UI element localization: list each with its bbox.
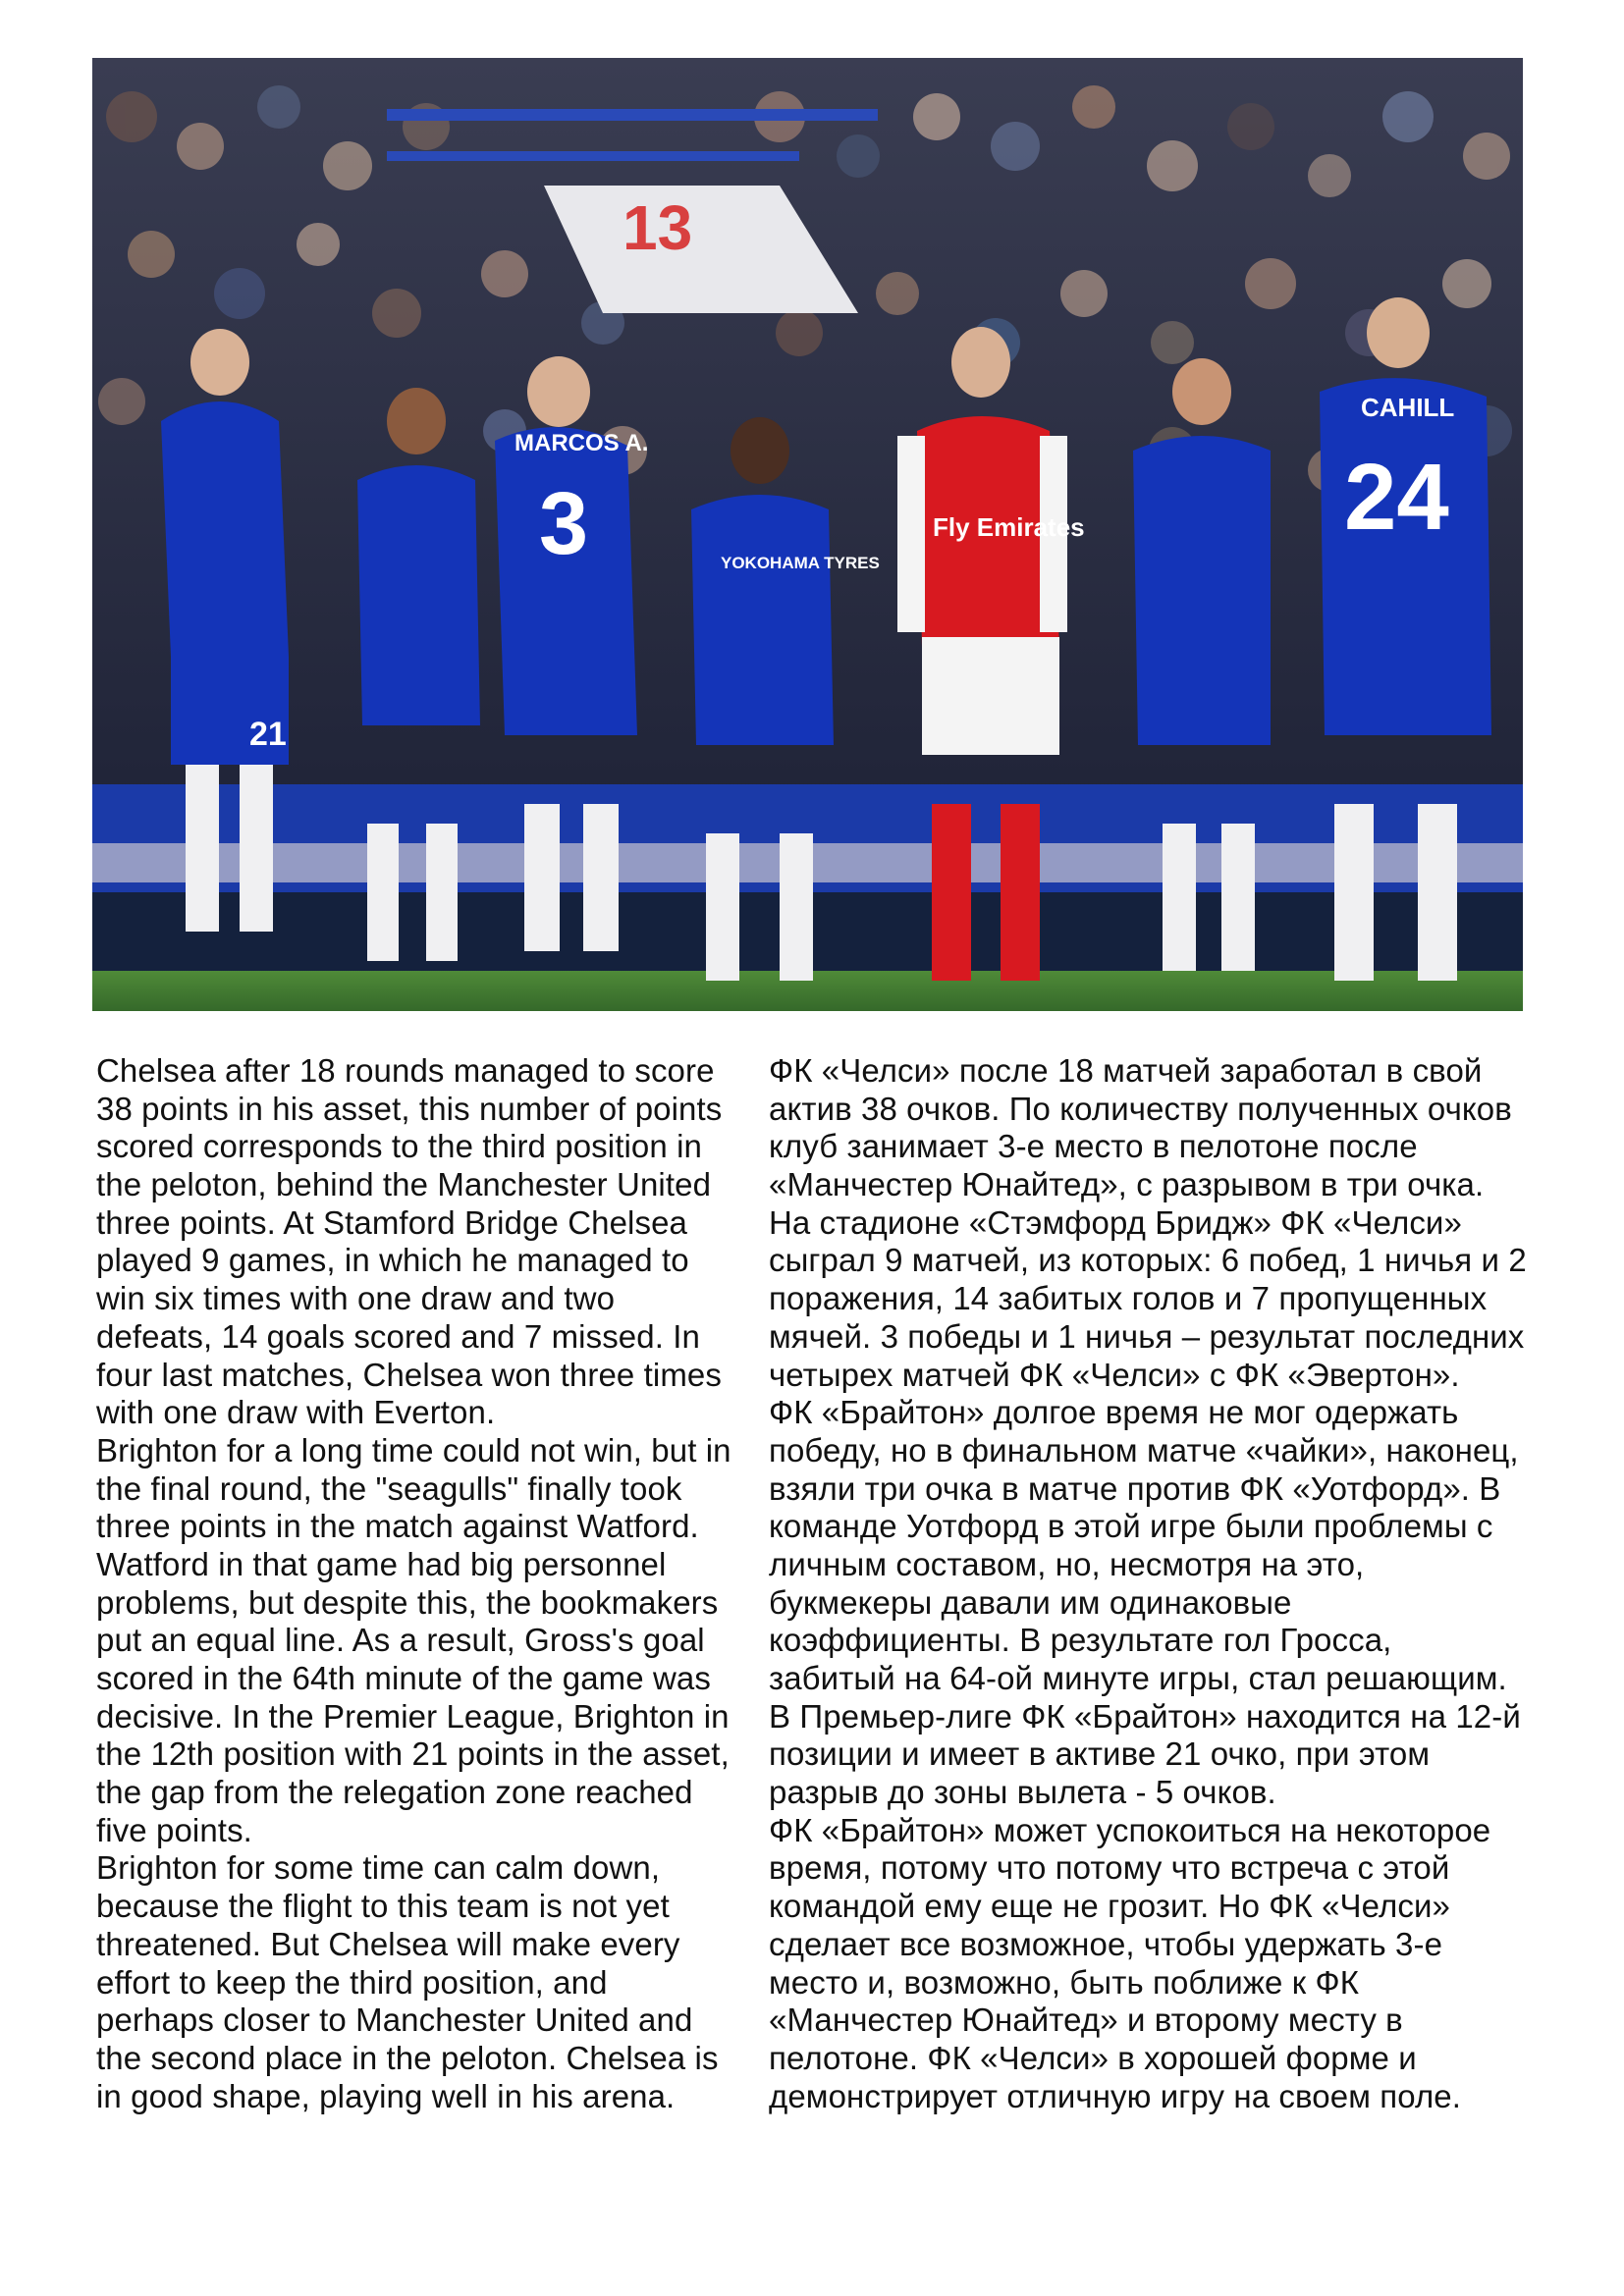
text-line: three points. At Stamford Bridge Chelsea xyxy=(96,1203,687,1241)
text-line: win six times with one draw and two xyxy=(96,1280,616,1317)
text-line: позиции и имеет в активе 21 очко, при этом xyxy=(769,1735,1431,1773)
sponsor-yokohama: YOKOHAMA TYRES xyxy=(721,554,880,572)
text-line: демонстрирует отличную игру на своем поле. xyxy=(769,2077,1462,2114)
text-line: сыграл 9 матчей, из которых: 6 побед, 1 ничья и 2 xyxy=(769,1242,1527,1279)
text-line: in good shape, playing well in his arena. xyxy=(96,2077,676,2114)
match-photo xyxy=(92,58,1523,1011)
text-line: put an equal line. As a result, Gross's goal xyxy=(96,1622,705,1659)
text-line: four last matches, Chelsea won three times xyxy=(96,1356,722,1393)
text-line: командой ему еще не грозит. Но ФК «Челси» xyxy=(769,1888,1450,1925)
stand-railing-lower xyxy=(387,151,799,161)
text-line: 38 points in his asset, this number of points xyxy=(96,1090,723,1127)
text-line: perhaps closer to Manchester United and xyxy=(96,2002,693,2039)
text-line: threatened. But Chelsea will make every xyxy=(96,1925,680,1962)
article-english xyxy=(96,1052,744,2115)
text-line: decisive. In the Premier League, Brighton in xyxy=(96,1697,730,1735)
text-line: played 9 games, in which he managed to xyxy=(96,1242,689,1279)
shirt-number-marcos: 3 xyxy=(539,475,589,573)
text-line: клуб занимает 3-е место в пелотоне после xyxy=(769,1128,1418,1165)
football-celebration-illustration xyxy=(92,58,1523,1011)
text-line: with one draw with Everton. xyxy=(96,1394,496,1431)
text-line: scored corresponds to the third position in xyxy=(96,1128,702,1165)
text-line: актив 38 очков. По количеству полученных очков xyxy=(769,1090,1512,1127)
text-line: Brighton for some time can calm down, xyxy=(96,1849,661,1887)
shirt-number-left: 21 xyxy=(249,716,287,753)
text-line: букмекеры давали им одинаковые xyxy=(769,1583,1292,1621)
text-line: поражения, 14 забитых голов и 7 пропущенных xyxy=(769,1280,1488,1317)
text-line: problems, but despite this, the bookmakers xyxy=(96,1583,719,1621)
text-line: команде Уотфорд в этой игре были проблемы с xyxy=(769,1508,1493,1545)
text-line: На стадионе «Стэмфорд Бридж» ФК «Челси» xyxy=(769,1203,1462,1241)
text-line: мячей. 3 победы и 1 ничья – результат последних xyxy=(769,1317,1525,1355)
text-line: «Манчестер Юнайтед» и второму месту в xyxy=(769,2002,1403,2039)
text-line: the final round, the "seagulls" finally took xyxy=(96,1469,682,1507)
text-line: разрыв до зоны вылета - 5 очков. xyxy=(769,1774,1276,1811)
text-line: scored in the 64th minute of the game was xyxy=(96,1660,711,1696)
text-line: the peloton, behind the Manchester United xyxy=(96,1166,712,1203)
article-russian xyxy=(769,1052,1554,2115)
text-line: время, потому что потому что встреча с этой xyxy=(769,1849,1450,1887)
text-line: the second place in the peloton. Chelsea is xyxy=(96,2039,719,2076)
text-line: Chelsea after 18 rounds managed to score xyxy=(96,1052,715,1089)
text-line: effort to keep the third position, and xyxy=(96,1963,608,2001)
text-line: четырех матчей ФК «Челси» с ФК «Эвертон». xyxy=(769,1356,1460,1393)
text-line: «Манчестер Юнайтед», с разрывом в три очка. xyxy=(769,1166,1485,1203)
text-line: Brighton for a long time could not win, but in xyxy=(96,1431,731,1468)
stand-number: 13 xyxy=(623,192,693,263)
text-line: место и, возможно, быть поближе к ФК xyxy=(769,1963,1360,2001)
text-line: взяли три очка в матче против ФК «Уотфорд». В xyxy=(769,1469,1501,1507)
text-line: В Премьер-лиге ФК «Брайтон» находится на 12-й xyxy=(769,1697,1521,1735)
sponsor-emirates: Fly Emirates xyxy=(933,512,1085,542)
shirt-name-cahill: CAHILL xyxy=(1361,393,1455,422)
text-line: личным составом, но, несмотря на это, xyxy=(769,1545,1365,1582)
text-line: победу, но в финальном матче «чайки», наконец, xyxy=(769,1431,1519,1468)
text-line: three points in the match against Watford. xyxy=(96,1508,699,1545)
text-line: the gap from the relegation zone reached xyxy=(96,1774,693,1811)
text-line: because the flight to this team is not yet xyxy=(96,1888,670,1925)
text-line: ФК «Брайтон» может успокоиться на некоторое xyxy=(769,1811,1491,1848)
text-line: коэффициенты. В результате гол Гросса, xyxy=(769,1622,1392,1659)
text-line: сделает все возможное, чтобы удержать 3-е xyxy=(769,1925,1443,1962)
text-line: the 12th position with 21 points in the asset, xyxy=(96,1735,730,1773)
shirt-number-cahill: 24 xyxy=(1344,445,1449,550)
text-line: забитый на 64-ой минуте игры, стал решающим. xyxy=(769,1660,1507,1696)
text-line: Watford in that game had big personnel xyxy=(96,1545,667,1582)
shirt-name-marcos: MARCOS A. xyxy=(514,430,649,456)
text-line: five points. xyxy=(96,1811,252,1848)
stand-railing xyxy=(387,109,878,121)
text-line: defeats, 14 goals scored and 7 missed. In xyxy=(96,1317,700,1355)
text-line: ФК «Челси» после 18 матчей заработал в свой xyxy=(769,1052,1483,1089)
text-line: пелотоне. ФК «Челси» в хорошей форме и xyxy=(769,2039,1417,2076)
text-line: ФК «Брайтон» долгое время не мог одержать xyxy=(769,1394,1459,1431)
